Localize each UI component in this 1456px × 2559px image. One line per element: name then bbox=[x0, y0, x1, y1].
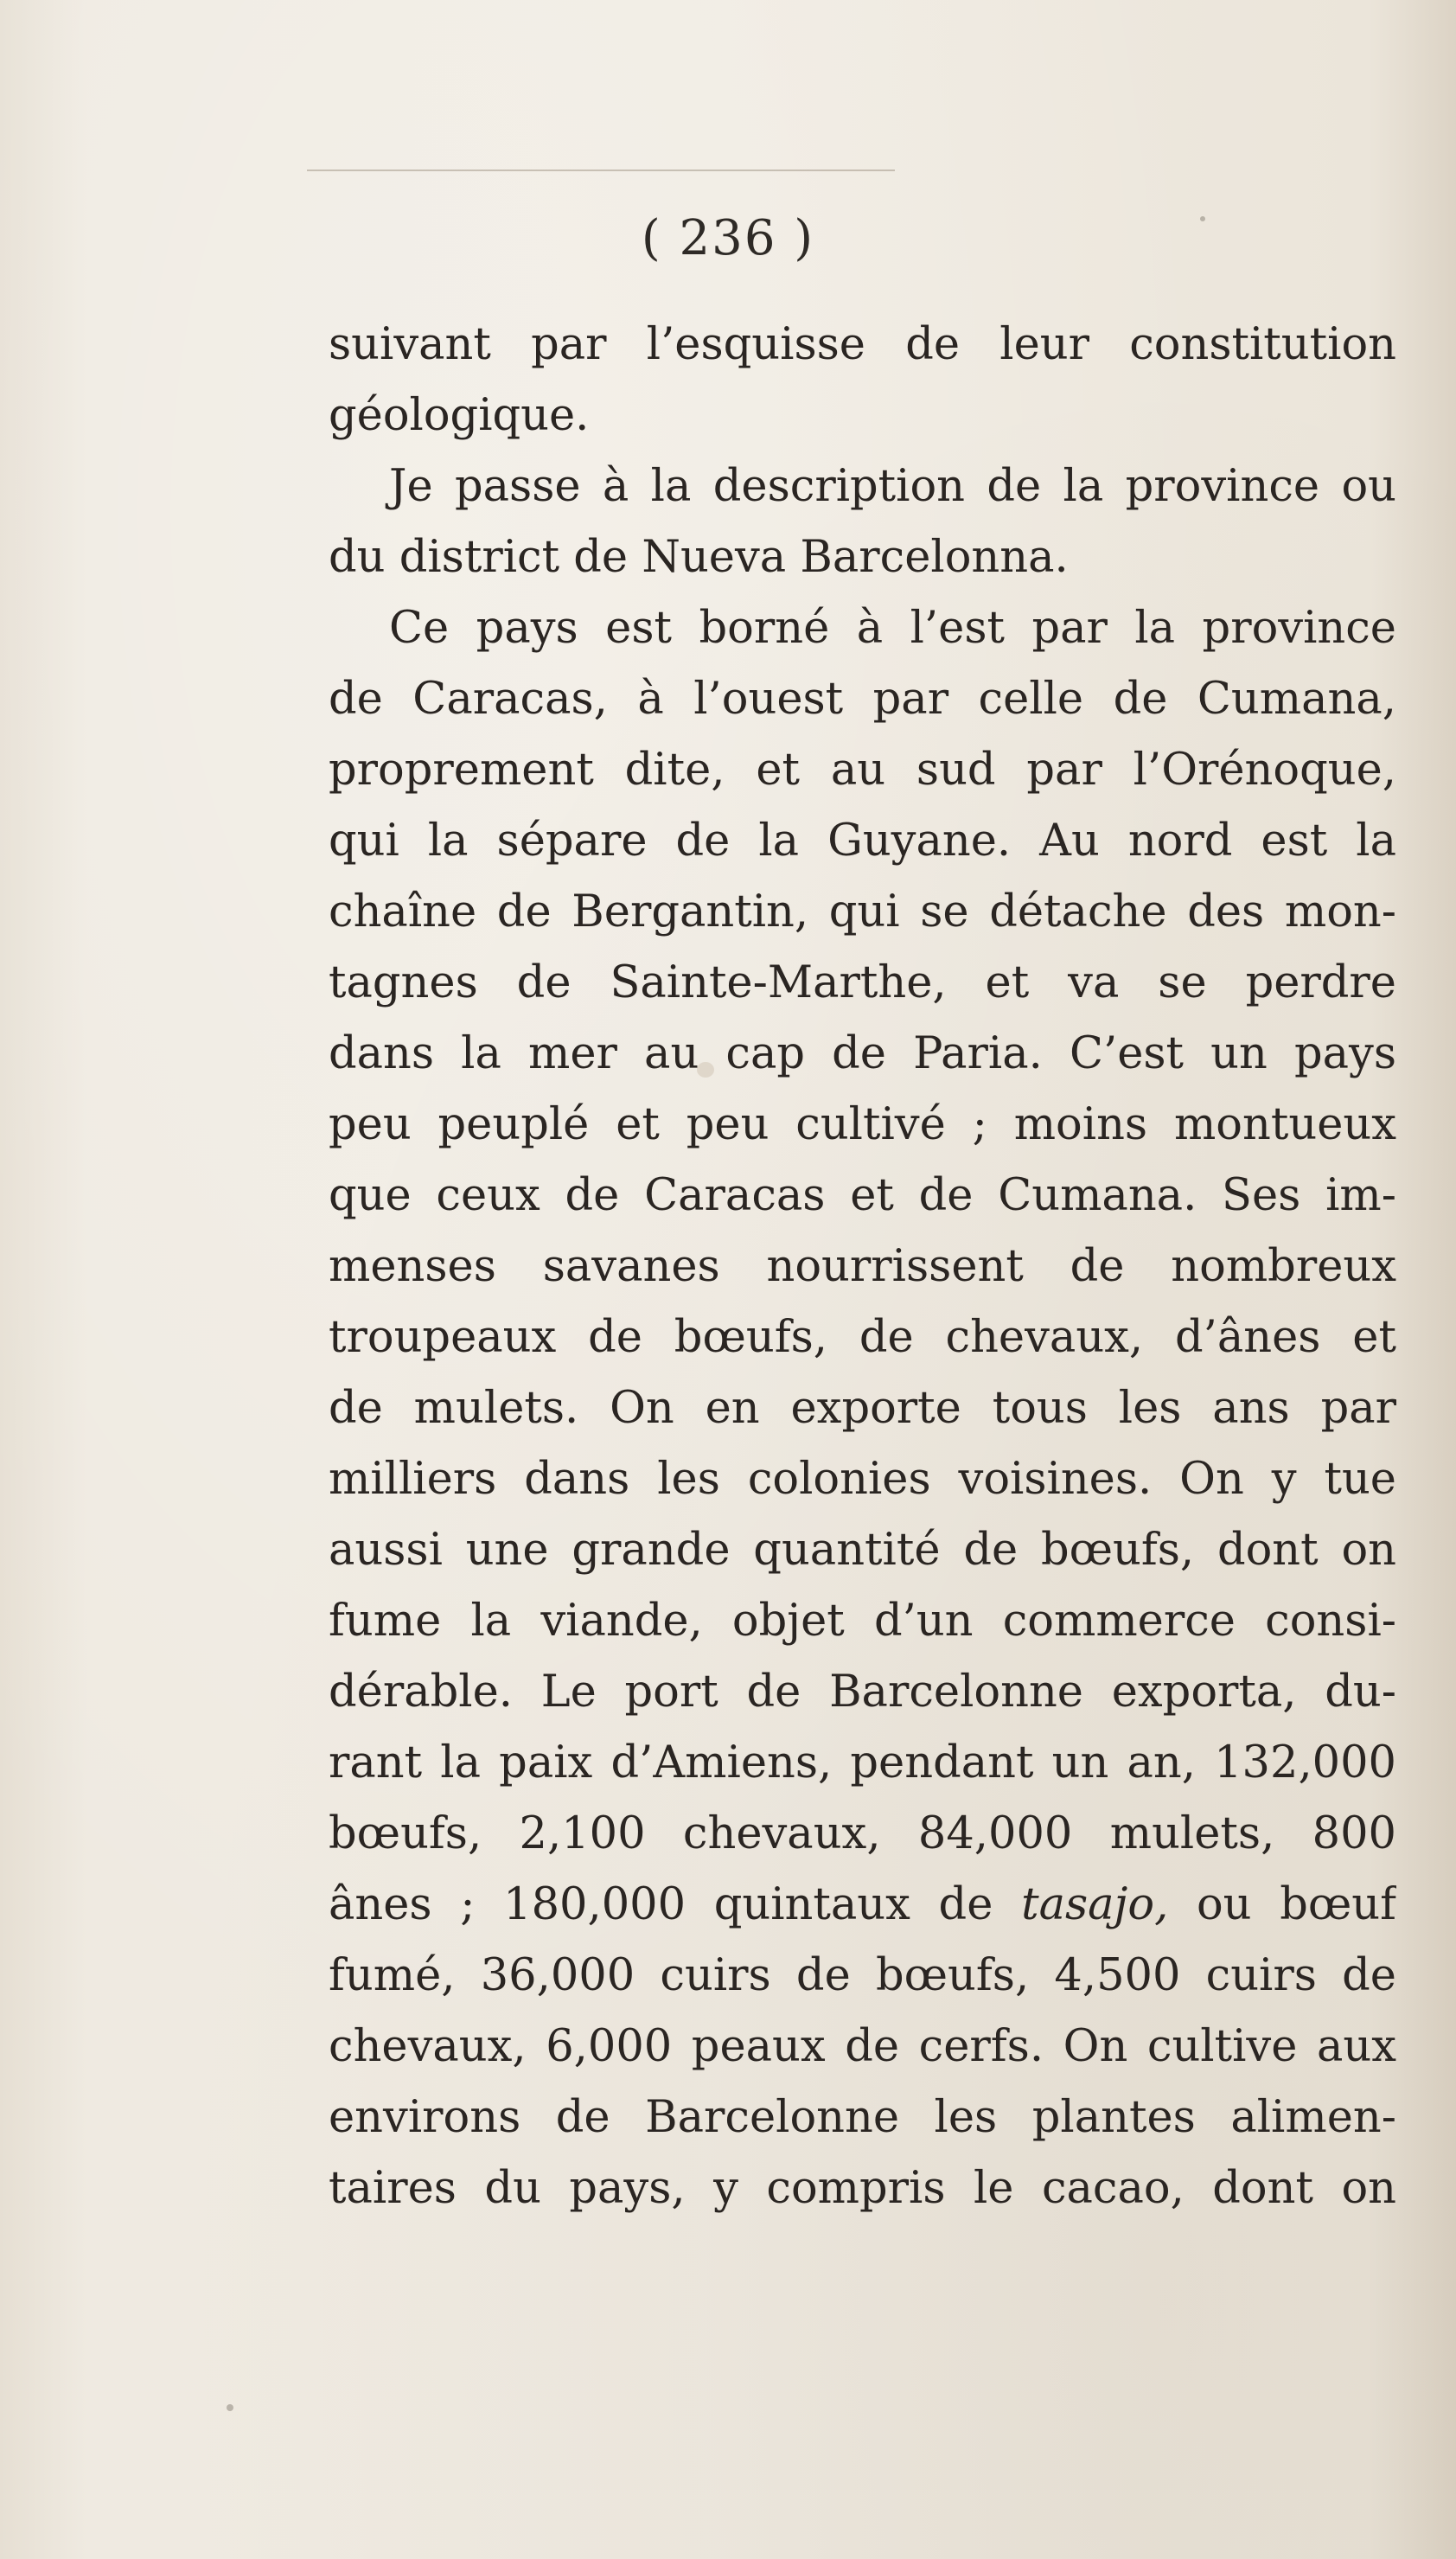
paper-speck bbox=[227, 2404, 233, 2411]
header-rule bbox=[307, 170, 895, 171]
text-line: tagnes de Sainte-Marthe, et va se perdre bbox=[329, 957, 1396, 1008]
text-line: rant la paix d’Amiens, pendant un an, 132,000 bbox=[329, 1737, 1396, 1788]
text-line: peu peuplé et peu cultivé ; moins montueux bbox=[329, 1099, 1396, 1150]
text-line: dans la mer au cap de Paria. C’est un pays bbox=[329, 1028, 1396, 1079]
text-line: taires du pays, y compris le cacao, dont on bbox=[329, 2163, 1396, 2214]
text-line: qui la sépare de la Guyane. Au nord est la bbox=[329, 816, 1396, 867]
text-line: chaîne de Bergantin, qui se détache des mon- bbox=[329, 886, 1396, 937]
text-line: Je passe à la description de la province ou bbox=[389, 461, 1396, 512]
body-text bbox=[329, 310, 1396, 2224]
text-line: de mulets. On en exporte tous les ans par bbox=[329, 1383, 1396, 1434]
text-line: bœufs, 2,100 chevaux, 84,000 mulets, 800 bbox=[329, 1808, 1396, 1859]
text-line: chevaux, 6,000 peaux de cerfs. On cultive aux bbox=[329, 2021, 1396, 2072]
text-line: de Caracas, à l’ouest par celle de Cumana, bbox=[329, 674, 1396, 725]
text-line: proprement dite, et au sud par l’Orénoque, bbox=[329, 745, 1396, 796]
text-line: milliers dans les colonies voisines. On y tue bbox=[329, 1454, 1396, 1505]
text-line bbox=[329, 1870, 1396, 1941]
text-line: menses savanes nourrissent de nombreux bbox=[329, 1241, 1396, 1292]
page-number: ( 236 ) bbox=[641, 210, 815, 266]
text-segment: ou bœuf bbox=[1168, 1879, 1396, 1930]
text-segment: ânes ; 180,000 quintaux de bbox=[329, 1879, 1022, 1930]
text-line: fume la viande, objet d’un commerce consi- bbox=[329, 1596, 1396, 1647]
italic-term: tasajo, bbox=[1021, 1879, 1169, 1930]
text-line: du district de Nueva Barcelonna. bbox=[329, 532, 1069, 583]
text-line: troupeaux de bœufs, de chevaux, d’ânes et bbox=[329, 1312, 1396, 1363]
text-line: géologique. bbox=[329, 390, 590, 441]
text-line: dérable. Le port de Barcelonne exporta, du- bbox=[329, 1667, 1396, 1718]
text-line: Ce pays est borné à l’est par la province bbox=[389, 603, 1396, 654]
text-line: aussi une grande quantité de bœufs, dont on bbox=[329, 1525, 1396, 1576]
text-line: fumé, 36,000 cuirs de bœufs, 4,500 cuirs de bbox=[329, 1950, 1396, 2001]
text-line: environs de Barcelonne les plantes alimen- bbox=[329, 2092, 1396, 2143]
text-line: suivant par l’esquisse de leur constitution bbox=[329, 319, 1396, 370]
text-line: que ceux de Caracas et de Cumana. Ses im- bbox=[329, 1170, 1396, 1221]
